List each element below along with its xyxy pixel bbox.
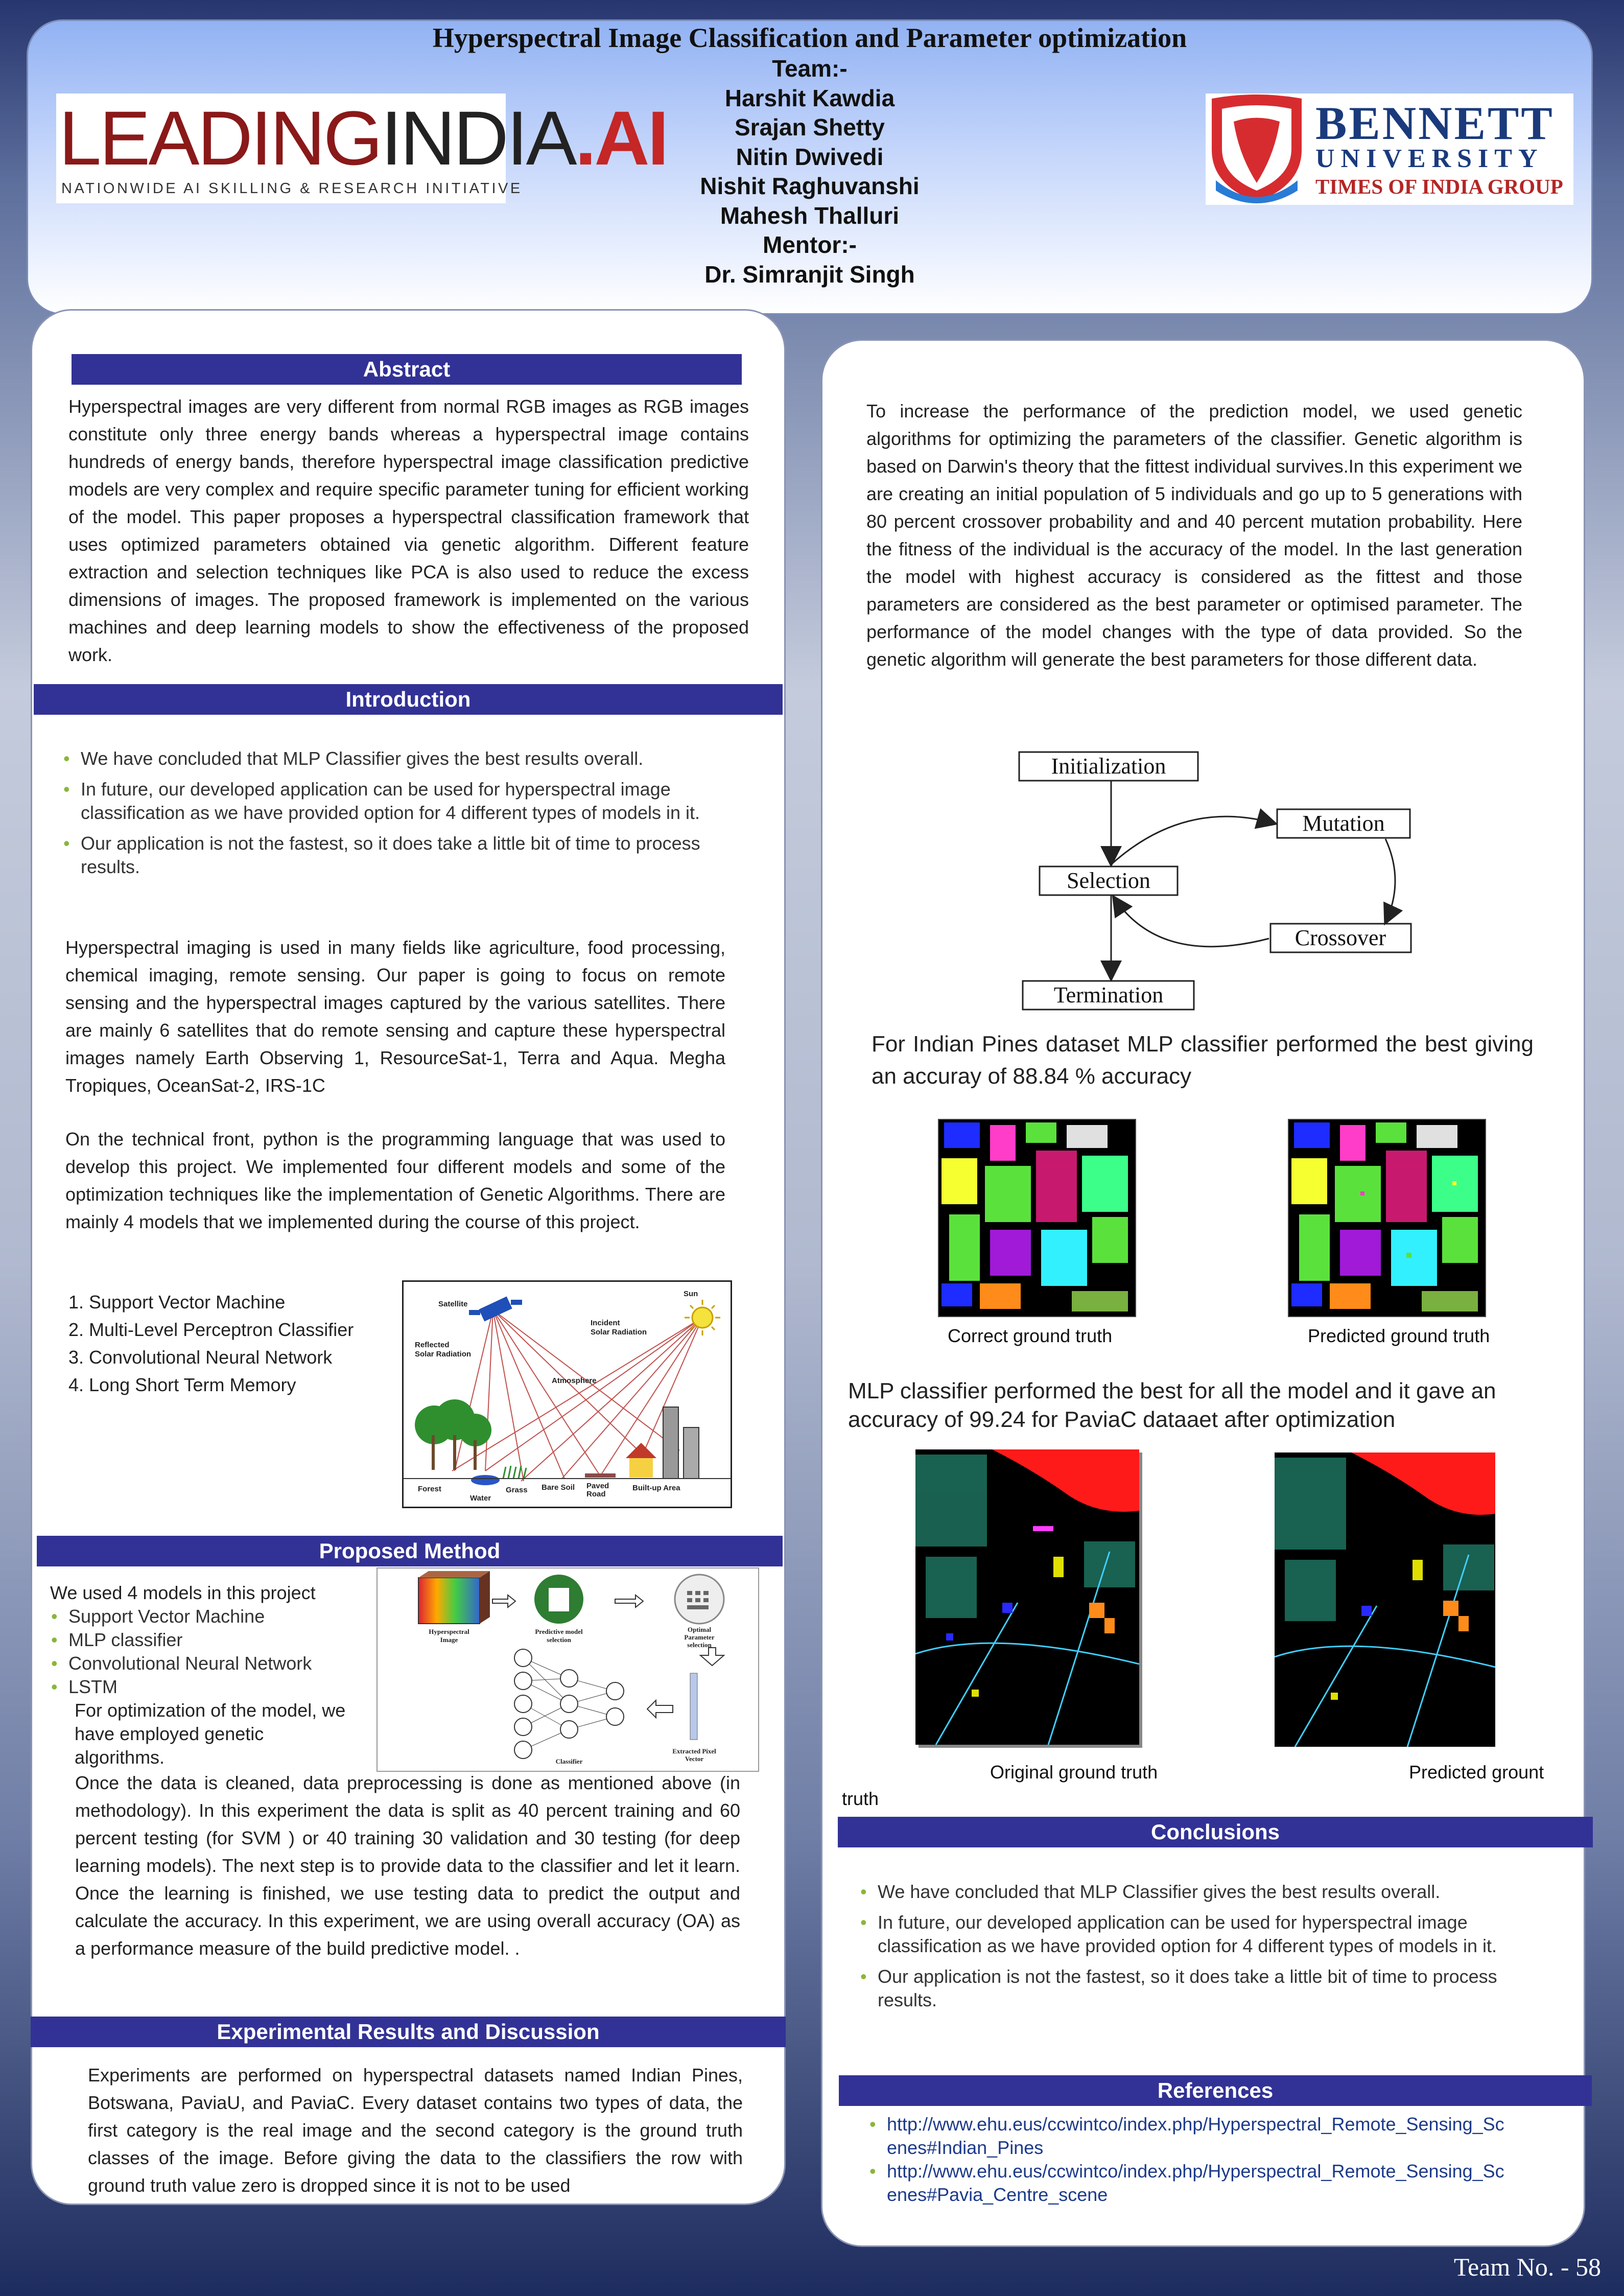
flow-initialization: Initialization (1051, 754, 1166, 779)
genetic-algorithm-text: To increase the performance of the prediction model, we used genetic algorithms for optimizing the parameters of the classifier. Genetic algorithm is based on Darwin's theory that the fittest individual survives.In this experiment we are creating an initial population of 5 individuals and go up to 5 generations with 80 percent crossover probability and and 40 percent mutation probability. Here the fitness of the individual is the accuracy of the model. In the last generation the model with highest accuracy is considered as the fittest and those parameters are considered as the best parameter or optimised parameter. The performance of the model changes with the type of data provided. So the genetic algorithm will generate the best parameters for those different data. (866, 401, 1522, 670)
introduction-para-1: Hyperspectral imaging is used in many fields like agriculture, food processing, chemical imaging, remote sensing. Our paper is going to focus on remote sensing and the hyperspectral images captured by the various satellites. There are mainly 6 satellites that do remote sensing and capture these hyperspectral images namely Earth Observing 1, ResourceSat-1, Terra and Aqua. Megha Tropiques, OceanSat-2, IRS-1C (65, 937, 725, 1096)
poster-header (27, 19, 1593, 315)
paviac-text: MLP classifier performed the best for all the model and it gave an accuracy of 99.24 for PaviaC dataaet after optimization (848, 1378, 1496, 1432)
method-optimization-note: For optimization of the model, we have employed genetic algorithms. (75, 1700, 346, 1768)
label-model-selection: selection (547, 1636, 571, 1644)
genetic-flow-diagram (1017, 747, 1425, 1015)
list-item: • MLP classifier (51, 1628, 358, 1652)
abstract-heading: Abstract (72, 354, 742, 385)
logo-times-group: TIMES OF INDIA GROUP (1315, 175, 1563, 198)
logo-university: UNIVERSITY (1315, 144, 1544, 173)
list-item: 2. Multi-Level Perceptron Classifier (68, 1319, 354, 1340)
label-grass: Grass (506, 1486, 528, 1494)
method-bullets (51, 1605, 358, 1699)
label-atmosphere: Atmosphere (552, 1376, 597, 1385)
caption-correct-ground-truth: Correct ground truth (948, 1325, 1113, 1346)
caption-predicted-ground-truth: Predicted ground truth (1308, 1325, 1490, 1346)
logo-part-ai: .AI (575, 95, 667, 181)
list-item: • Convolutional Neural Network (51, 1652, 358, 1675)
remote-sensing-diagram (404, 1282, 731, 1507)
indian-pines-text: For Indian Pines dataset MLP classifier performed the best giving an accuray of 88.84 % accuracy (872, 1032, 1534, 1089)
caption-predicted-grount: Predicted grount (1409, 1762, 1544, 1783)
list-item: • We have concluded that MLP Classifier gives the best results overall. (63, 747, 727, 770)
conclusions-heading: Conclusions (838, 1817, 1593, 1847)
label-classifier: Classifier (555, 1758, 583, 1765)
label-parameter-selection: selection (687, 1641, 712, 1649)
team-label: Team:- (772, 55, 848, 82)
method-intro: We used 4 models in this project (50, 1582, 316, 1603)
label-satellite: Satellite (438, 1300, 468, 1308)
mentor-label: Mentor:- (763, 231, 857, 258)
list-item: • LSTM (51, 1675, 358, 1699)
team-number: Team No. - 58 (1453, 2253, 1601, 2281)
flow-crossover: Crossover (1295, 925, 1386, 950)
label-paved: Paved (586, 1482, 609, 1490)
label-forest: Forest (418, 1485, 441, 1493)
team-member: Nitin Dwivedi (736, 143, 884, 170)
label-hyperspectral: Hyperspectral (429, 1628, 469, 1635)
flow-termination: Termination (1053, 982, 1164, 1008)
team-member: Harshit Kawdia (724, 84, 895, 111)
logo-part-india: INDIA (381, 95, 575, 181)
poster-title: Hyperspectral Image Classification and Parameter optimization (432, 22, 1187, 53)
list-item: • In future, our developed application can be used for hyperspectral image classification as we have provided option for 4 different types of models in it. (63, 778, 727, 825)
remote-sensing-figure (402, 1280, 732, 1508)
list-item: • Our application is not the fastest, so it does take a little bit of time to process results. (860, 1965, 1555, 2012)
label-extracted-pixel: Extracted Pixel (672, 1747, 716, 1755)
label-incident: Incident (591, 1319, 620, 1327)
label-vector: Vector (685, 1755, 704, 1763)
conclusions-bullets (860, 1880, 1555, 2019)
crest-icon (1206, 93, 1308, 205)
list-item: • Our application is not the fastest, so it does take a little bit of time to process results. (63, 832, 727, 879)
label-reflected: Reflected (415, 1341, 450, 1349)
list-item: 3. Convolutional Neural Network (68, 1347, 333, 1368)
proposed-method-heading: Proposed Method (37, 1536, 783, 1566)
leadingindia-logo (56, 93, 667, 203)
label-bare-soil: Bare Soil (542, 1483, 575, 1492)
list-item: 4. Long Short Term Memory (68, 1374, 296, 1395)
method-paragraph: Once the data is cleaned, data preprocessing is done as mentioned above (in methodology). In this experiment the data is split as 40 percent training and 60 percent testing (for SVM ) or 40 training 30 validation and 30 testing (for deep learning models). The next step is to provide data to the classifier and let it learn. Once the learning is finished, we use testing data to predict the output and calculate the accuracy. In this experiment, we are using overall accuracy (OA) as a performance measure of the build predictive model. . (75, 1772, 740, 1959)
paviac-predicted-map (1275, 1452, 1495, 1747)
reference-url[interactable]: http://www.ehu.eus/ccwintco/index.php/Hyperspectral_Remote_Sensing_Scenes#Indian_Pines (887, 2114, 1504, 2158)
introduction-heading: Introduction (34, 684, 783, 715)
logo-tagline: NATIONWIDE AI SKILLING & RESEARCH INITIATIVE (61, 180, 523, 197)
label-optimal: Optimal (687, 1626, 712, 1633)
flow-selection: Selection (1067, 868, 1150, 893)
label-reflected-radiation: Solar Radiation (415, 1350, 472, 1358)
caption-original-ground-truth: Original ground truth (990, 1762, 1158, 1783)
introduction-bullets (63, 747, 727, 886)
label-parameter: Parameter (684, 1633, 715, 1641)
list-item: 1. Support Vector Machine (68, 1292, 286, 1313)
list-item: • Support Vector Machine (51, 1605, 358, 1628)
reference-link[interactable] (869, 2160, 1513, 2207)
caption-truth-wrap: truth (842, 1788, 879, 1809)
method-flow-diagram (378, 1568, 758, 1771)
logo-bennett: BENNETT (1315, 97, 1555, 149)
genetic-flowchart (1017, 747, 1425, 1015)
reference-link[interactable] (869, 2113, 1513, 2160)
label-image: Image (440, 1636, 458, 1644)
results-text: Experiments are performed on hyperspectral datasets named Indian Pines, Botswana, PaviaU, and PaviaC. Every dataset contains two types of data, the first category is the real image and the second category is the ground truth classes of the image. Before giving the data to the classifiers the row with ground truth value zero is dropped since it is not to be used (88, 2065, 743, 2196)
label-road: Road (586, 1490, 606, 1498)
paviac-original-map (915, 1449, 1139, 1745)
abstract-text: Hyperspectral images are very different from normal RGB images as RGB images constitute only three energy bands whereas a hyperspectral image contains hundreds of energy bands, therefore hyperspectral image classification predictive models are very complex and require specific parameter tuning for efficient working of the model. This paper proposes a hyperspectral classification framework that uses optimized parameters obtained via genetic algorithm. Different feature extraction and selection techniques like PCA is also used to reduce the excess dimensions of images. The proposed framework is implemented on the various machines and deep learning models to show the effectiveness of the proposed work. (68, 396, 749, 665)
label-water: Water (470, 1494, 491, 1503)
introduction-para-2: On the technical front, python is the programming language that was used to develop this project. We implemented four different models and some of the optimization techniques like the implementation of Genetic Algorithms. There are mainly 4 models that we implemented during the course of this project. (65, 1129, 725, 1232)
label-built-up: Built-up Area (632, 1484, 680, 1492)
team-member: Mahesh Thalluri (720, 202, 900, 229)
flow-mutation: Mutation (1302, 811, 1385, 836)
reference-url[interactable]: http://www.ehu.eus/ccwintco/index.php/Hyperspectral_Remote_Sensing_Scenes#Pavia_Centre_scene (887, 2161, 1504, 2205)
list-item: • We have concluded that MLP Classifier gives the best results overall. (860, 1880, 1555, 1904)
list-item: • In future, our developed application can be used for hyperspectral image classification as we have provided option for 4 different types of models in it. (860, 1911, 1555, 1958)
mentor-name: Dr. Simranjit Singh (704, 261, 915, 288)
indian-pines-predicted-map (1288, 1119, 1486, 1317)
team-member: Srajan Shetty (735, 114, 885, 140)
label-sun: Sun (684, 1290, 698, 1298)
references-heading: References (839, 2075, 1592, 2106)
models-list (68, 1288, 395, 1399)
logo-part-leading: LEADING (59, 95, 381, 181)
indian-pines-correct-map (938, 1119, 1136, 1317)
label-solar-radiation: Solar Radiation (591, 1328, 647, 1337)
team-member: Nishit Raghuvanshi (700, 173, 920, 199)
results-heading: Experimental Results and Discussion (31, 2017, 786, 2047)
bennett-logo (1206, 93, 1573, 205)
label-predictive-model: Predictive model (535, 1628, 583, 1635)
method-diagram (376, 1567, 759, 1772)
references-list (869, 2113, 1513, 2207)
